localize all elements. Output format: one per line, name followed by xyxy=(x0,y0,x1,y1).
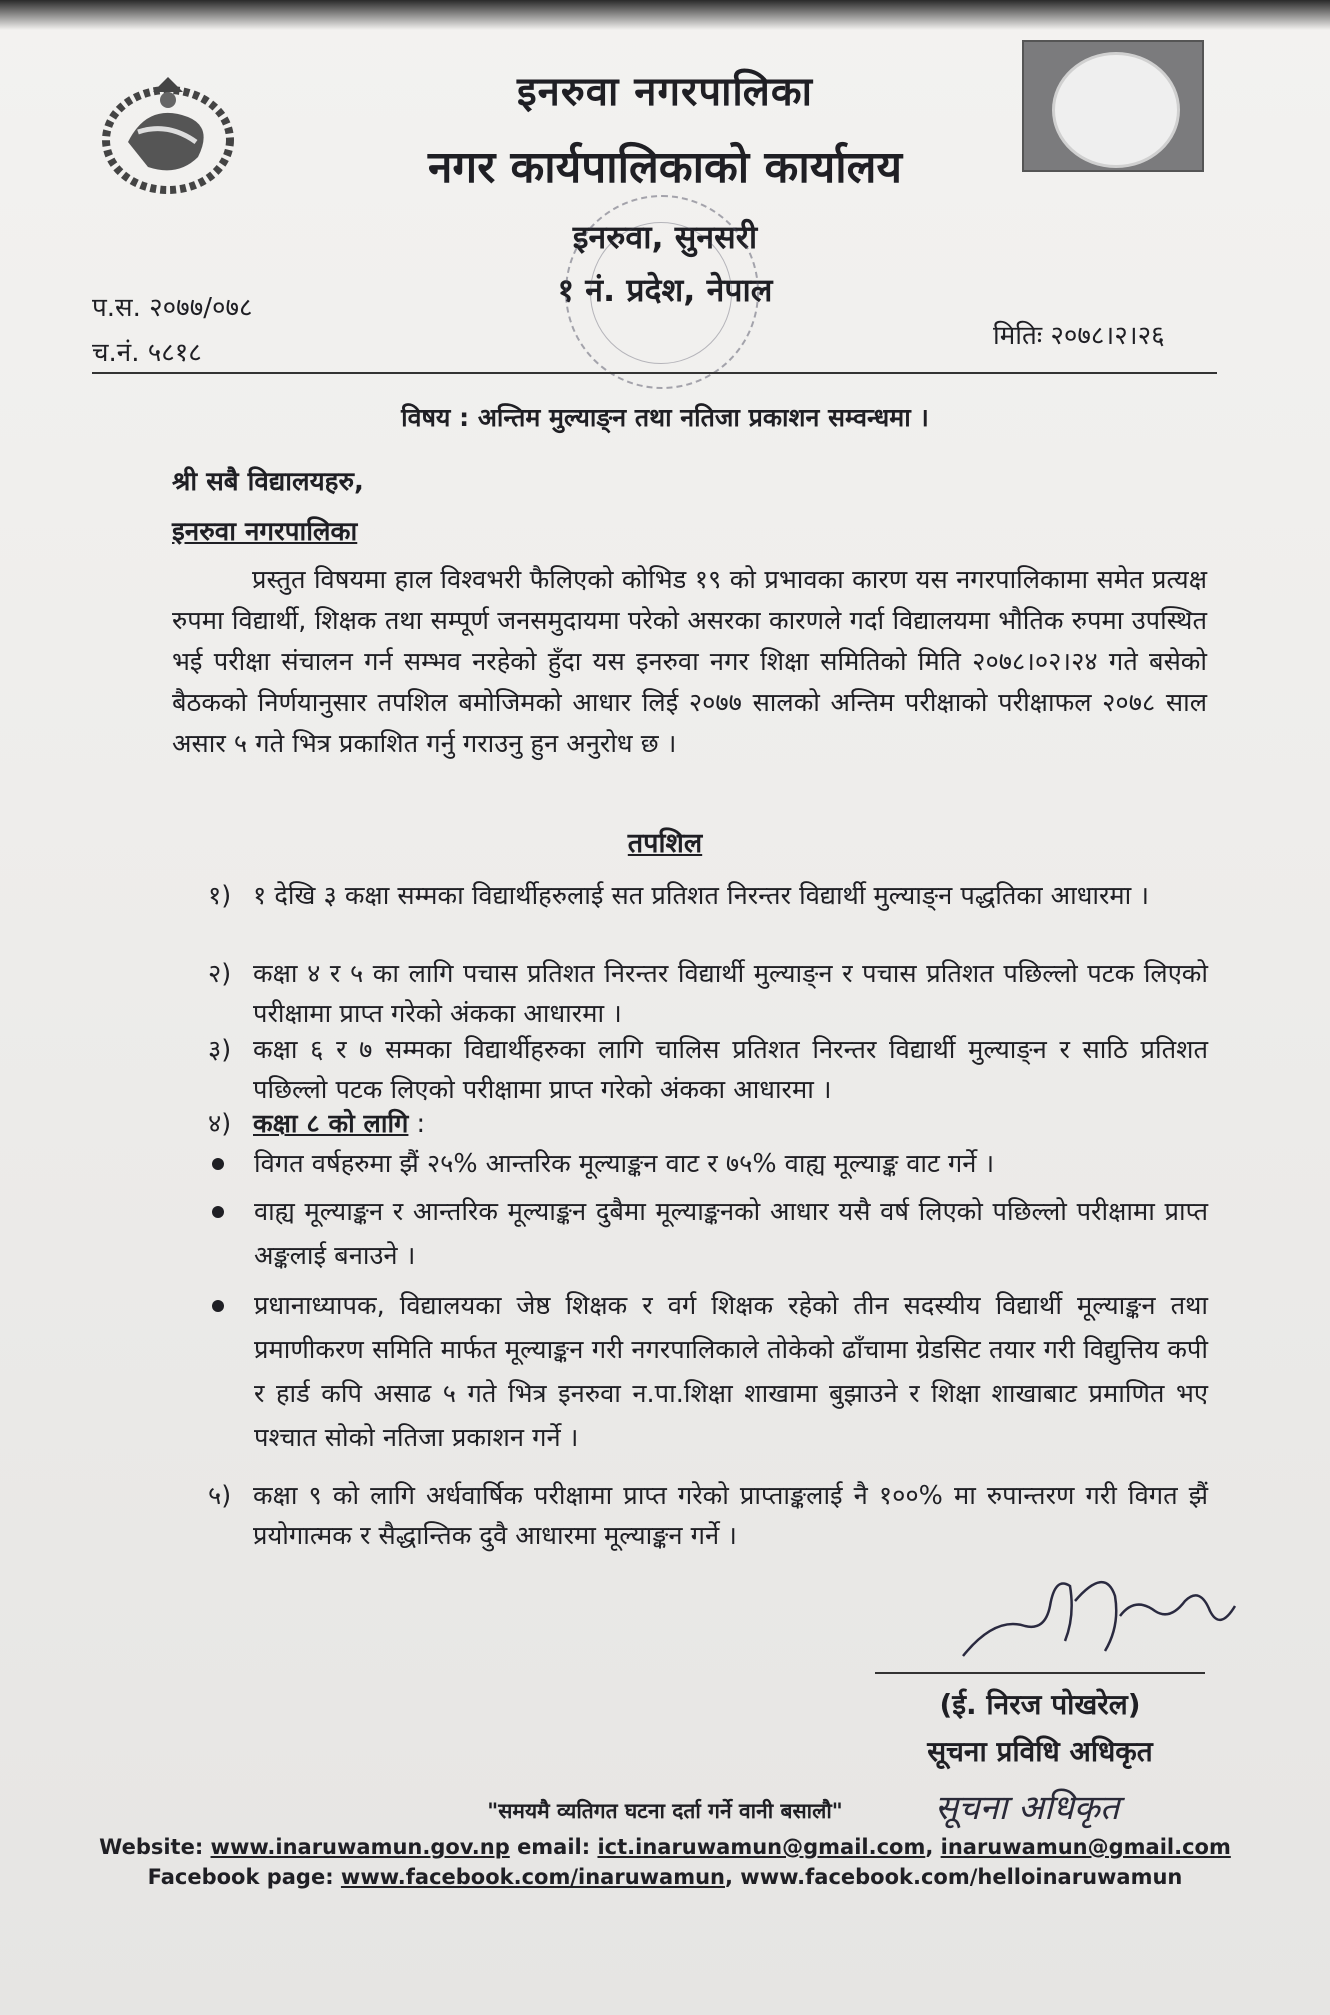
addressee-line1: श्री सबै विद्यालयहरु, xyxy=(172,467,364,497)
list-item xyxy=(212,1190,1208,1278)
item-text: कक्षा ६ र ७ सम्मका विद्यार्थीहरुका लागि चालिस प्रतिशत निरन्तर विद्यार्थी मुल्याङ्न र साठि प्रतिशत पछिल्लो पटक लिएको परीक्षामा प्राप्त गरेको अंकका आधारमा । xyxy=(253,1035,1208,1105)
facebook-label: Facebook page: xyxy=(147,1865,341,1889)
bullet-text: वाह्य मूल्याङ्कन र आन्तरिक मूल्याङ्कन दुबैमा मूल्याङ्कनको आधार यसै वर्ष लिएको पछिल्लो परीक्षामा प्राप्त अङ्कलाई बनाउने । xyxy=(254,1197,1208,1271)
facebook-link-main[interactable]: www.facebook.com/inaruwamun xyxy=(340,1865,725,1889)
item-text: कक्षा ४ र ५ का लागि पचास प्रतिशत निरन्तर विद्यार्थी मुल्याङ्न र पचास प्रतिशत पछिल्लो पटक लिएको परीक्षामा प्राप्त गरेको अंकका आधारमा । xyxy=(253,959,1208,1029)
item-number: ५) xyxy=(208,1481,232,1511)
footer-facebook: Facebook page: www.facebook.com/inaruwamun, www.facebook.com/helloinaruwamun xyxy=(147,1865,1183,1889)
email-link-main[interactable]: inaruwamun@gmail.com xyxy=(940,1835,1231,1859)
bullet-text: प्रधानाध्यापक, विद्यालयका जेष्ठ शिक्षक र वर्ग शिक्षक रहेको तीन सदस्यीय विद्यार्थी मूल्याङ्कन तथा प्रमाणीकरण समिति मार्फत मूल्याङ्कन गरी नगरपालिकाले तोकेको ढाँचामा ग्रेडसिट तयार गरी विद्युत्तिय कपी र हार्ड कपि असाढ ५ गते भित्र इनरुवा न.पा.शिक्षा शाखामा बुझाउने र शिक्षा शाखाबाट प्रमाणित भए पश्चात सोको नतिजा प्रकाशन गर्ने । xyxy=(254,1291,1208,1453)
signatory-name: (ई. निरज पोखरेल) xyxy=(939,1688,1141,1721)
item-number: १) xyxy=(208,881,232,911)
dispatch-number: च.नं. ५८१८ xyxy=(92,338,202,368)
bullet-text: विगत वर्षहरुमा झैं २५% आन्तरिक मूल्याङ्कन वाट र ७५% वाह्य मूल्याङ्क वाट गर्ने । xyxy=(254,1149,995,1179)
email-label: email: xyxy=(517,1835,598,1859)
office-stamp-inner xyxy=(590,222,732,364)
facebook-link-hello[interactable]: www.facebook.com/helloinaruwamun xyxy=(740,1865,1183,1889)
item-number: २) xyxy=(208,959,232,989)
item-text: १ देखि ३ कक्षा सम्मका विद्यार्थीहरुलाई सत प्रतिशत निरन्तर विद्यार्थी मुल्याङ्न पद्धतिका आधारमा । xyxy=(253,881,1150,911)
signatory-stamp: सूचना अधिकृत xyxy=(935,1788,1120,1828)
website-link[interactable]: www.inaruwamun.gov.np xyxy=(210,1835,510,1859)
item-text: कक्षा ९ को लागि अर्धवार्षिक परीक्षामा प्राप्त गरेको प्राप्ताङ्कलाई नै १००% मा रुपान्तरण गरी विगत झैं प्रयोगात्मक र सैद्धान्तिक दुवै आधारमा मूल्याङ्कन गर्ने । xyxy=(253,1481,1208,1551)
addressee-line2: इनरुवा नगरपालिका xyxy=(172,517,358,547)
municipality-name: इनरुवा नगरपालिका xyxy=(516,69,813,115)
class8-suffix: : xyxy=(408,1109,426,1139)
signature-line xyxy=(875,1672,1205,1674)
header-divider xyxy=(92,372,1217,374)
list-item xyxy=(208,1030,1208,1110)
office-province: १ नं. प्रदेश, नेपाल xyxy=(557,271,773,309)
footer-slogan: "समयमै व्यतिगत घटना दर्ता गर्ने वानी बसालौ" xyxy=(487,1799,843,1823)
email-link-ict[interactable]: ict.inaruwamun@gmail.com xyxy=(597,1835,926,1859)
tapsil-heading: तपशिल xyxy=(627,828,703,859)
letter-body: प्रस्तुत विषयमा हाल विश्वभरी फैलिएको कोभिड १९ को प्रभावका कारण यस नगरपालिकामा समेत प्रत्यक्ष रुपमा विद्यार्थी, शिक्षक तथा सम्पूर्ण जनसमुदायमा परेको असरका कारणले गर्दा विद्यालयमा भौतिक रुपमा उपस्थित भई परीक्षा संचालन गर्न सम्भव नरहेको हुँदा यस इनरुवा नगर शिक्षा समितिको मिति २०७८।०२।२४ गते बसेको बैठकको निर्णयानुसार तपशिल बमोजिमको आधार लिई २०७७ सालको अन्तिम परीक्षाको परीक्षाफल २०७८ साल असार ५ गते भित्र प्रकाशित गर्नु गराउनु हुन अनुरोध छ । xyxy=(172,565,1207,759)
website-label: Website: xyxy=(99,1835,211,1859)
list-item xyxy=(212,1284,1208,1460)
class8-heading: कक्षा ८ को लागि xyxy=(253,1109,409,1139)
list-item xyxy=(208,954,1208,1034)
signatory-title: सूचना प्रविधि अधिकृत xyxy=(927,1735,1153,1768)
list-item xyxy=(208,1476,1208,1556)
list-item xyxy=(212,1142,1208,1186)
item-number: ३) xyxy=(208,1035,232,1065)
item-number: ४) xyxy=(208,1109,232,1139)
bullet-icon xyxy=(212,1206,224,1218)
footer-contact: Website: www.inaruwamun.gov.np email: ict.inaruwamun@gmail.com, inaruwamun@gmail.com xyxy=(99,1835,1231,1859)
scan-shadow xyxy=(0,0,1330,30)
list-item xyxy=(208,1104,1208,1144)
list-item xyxy=(208,876,1208,916)
handwritten-signature xyxy=(955,1556,1245,1668)
letter-subject: विषय : अन्तिम मुल्याङ्न तथा नतिजा प्रकाशन सम्वन्धमा । xyxy=(401,403,929,432)
letter-date: मितिः २०७८।२।२६ xyxy=(993,321,1165,351)
bullet-icon xyxy=(212,1300,224,1312)
office-location: इनरुवा, सुनसरी xyxy=(572,218,758,256)
bullet-icon xyxy=(212,1158,224,1170)
fiscal-year: प.स. २०७७/०७८ xyxy=(92,293,253,323)
office-name: नगर कार्यपालिकाको कार्यालय xyxy=(428,142,902,193)
